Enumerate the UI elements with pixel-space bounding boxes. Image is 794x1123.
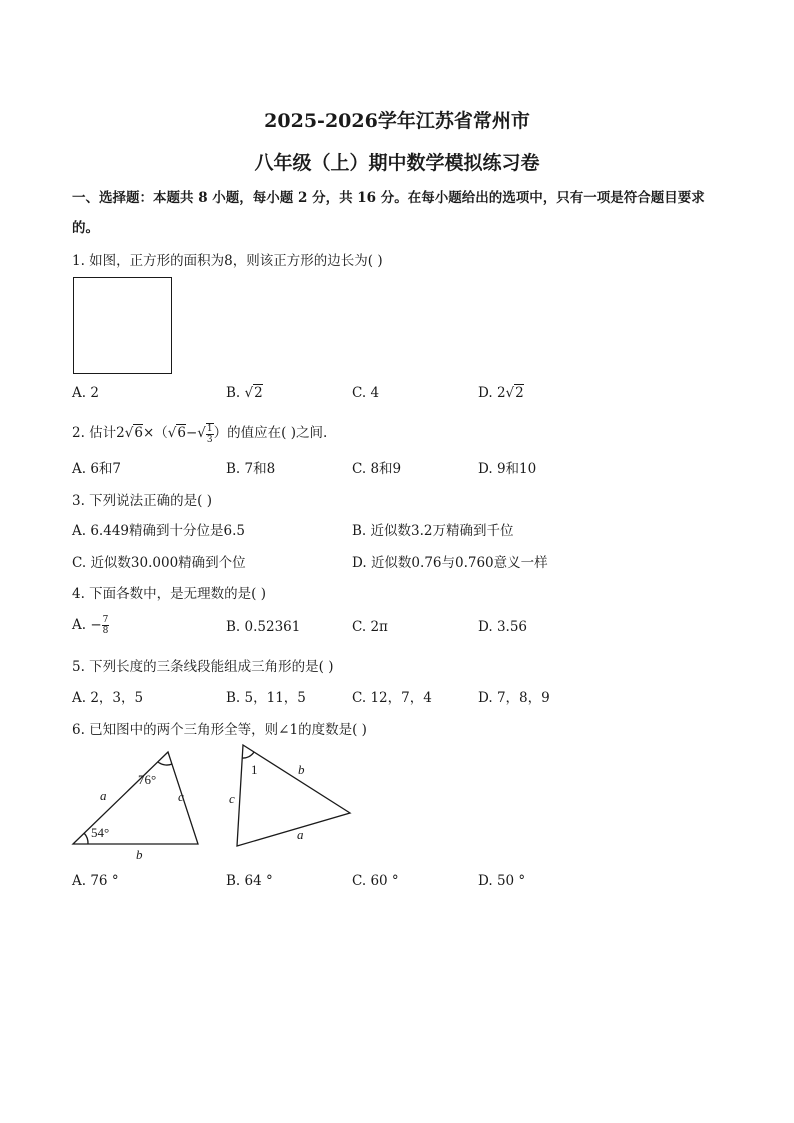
section-instruction: 一、选择题：本题共 8 小题，每小题 2 分，共 16 分。在每小题给出的选项中，只有一项是符合题目要求 xyxy=(72,190,705,206)
right-side-c-label: c xyxy=(229,791,235,806)
q5-option-c[interactable]: C. 12，7，4 xyxy=(352,690,432,706)
q4-option-c[interactable]: C. 2π xyxy=(352,619,388,635)
question-4-stem: 4. 下面各数中，是无理数的是( ) xyxy=(72,586,266,602)
q5-option-b[interactable]: B. 5，11，5 xyxy=(226,690,306,706)
question-3-stem: 3. 下列说法正确的是( ) xyxy=(72,493,212,509)
right-side-b-label: b xyxy=(298,762,305,777)
q2-option-d[interactable]: D. 9和10 xyxy=(478,461,537,477)
question-6-stem: 6. 已知图中的两个三角形全等，则∠1的度数是( ) xyxy=(72,722,367,738)
exam-title-line2: 八年级（上）期中数学模拟练习卷 xyxy=(254,152,540,174)
q6-option-d[interactable]: D. 50 ° xyxy=(478,873,526,889)
angle-54-label: 54° xyxy=(91,825,110,840)
question-1-stem: 1. 如图，正方形的面积为8，则该正方形的边长为( ) xyxy=(72,253,383,269)
exam-title-line1: 2025-2026学年江苏省常州市 xyxy=(264,110,530,132)
q1-option-b[interactable]: B. √2 xyxy=(226,385,263,401)
q3-option-b[interactable]: B. 近似数3.2万精确到千位 xyxy=(352,523,514,539)
q4-option-a[interactable]: A. − $\frac{7}{8}$ xyxy=(72,615,109,636)
square-figure xyxy=(73,277,172,374)
q5-option-d[interactable]: D. 7，8，9 xyxy=(478,690,550,706)
q3-option-c[interactable]: C. 近似数30.000精确到个位 xyxy=(72,555,246,571)
q4-option-b[interactable]: B. 0.52361 xyxy=(226,619,301,635)
q2-option-c[interactable]: C. 8和9 xyxy=(352,461,402,477)
left-side-b-label: b xyxy=(136,847,143,862)
left-side-c-label: c xyxy=(178,789,184,804)
q1-option-a[interactable]: A. 2 xyxy=(72,385,99,401)
angle-1-arc xyxy=(242,752,254,758)
right-side-a-label: a xyxy=(297,827,304,842)
q4-option-d[interactable]: D. 3.56 xyxy=(478,619,527,635)
angle-1-label: 1 xyxy=(251,762,258,777)
question-5-stem: 5. 下列长度的三条线段能组成三角形的是( ) xyxy=(72,659,334,675)
q2-option-b[interactable]: B. 7和8 xyxy=(226,461,276,477)
angle-76-arc xyxy=(158,762,172,765)
q1-option-c[interactable]: C. 4 xyxy=(352,385,380,401)
q2-option-a[interactable]: A. 6和7 xyxy=(72,461,122,477)
q6-option-c[interactable]: C. 60 ° xyxy=(352,873,399,889)
q6-option-a[interactable]: A. 76 ° xyxy=(72,873,119,889)
right-triangle xyxy=(237,745,350,846)
angle-54-arc xyxy=(84,833,88,844)
angle-76-label: 76° xyxy=(138,772,157,787)
q5-option-a[interactable]: A. 2，3，5 xyxy=(72,690,144,706)
left-side-a-label: a xyxy=(100,788,107,803)
triangles-figure xyxy=(60,740,370,865)
section-instruction-cont: 的。 xyxy=(72,220,99,236)
q6-option-b[interactable]: B. 64 ° xyxy=(226,873,273,889)
q3-option-d[interactable]: D. 近似数0.76与0.760意义一样 xyxy=(352,555,548,571)
q3-option-a[interactable]: A. 6.449精确到十分位是6.5 xyxy=(72,523,245,539)
question-2-stem: 2. 估计2√6×（√6−√ $\frac{1}{3}$ ）的值应在( )之间. xyxy=(72,423,328,445)
q1-option-d[interactable]: D. 2√2 xyxy=(478,385,524,401)
